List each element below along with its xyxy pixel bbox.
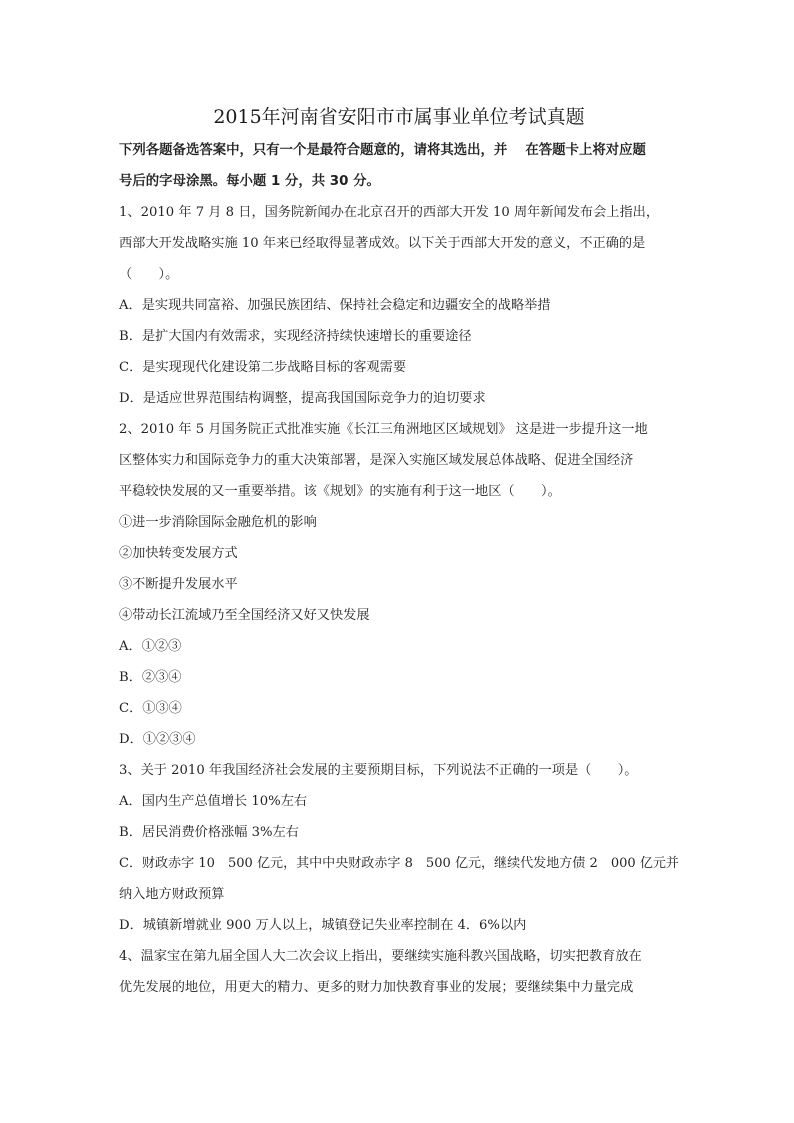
question-4-line-1: 4、温家宝在第九届全国人大二次会议上指出，要继续实施科教兴国战略，切实把教育放在 — [119, 949, 642, 964]
question-3-option-c-line-2: 纳入地方财政预算 — [119, 887, 225, 902]
question-2-option-c: C．①③④ — [119, 701, 182, 716]
question-2-option-a: A．①②③ — [119, 639, 182, 654]
document-content — [119, 99, 679, 1003]
question-1-option-b: B．是扩大国内有效需求，实现经济持续快速增长的重要途径 — [119, 329, 472, 344]
question-2-line-1: 2、2010 年 5 月国务院正式批准实施《长江三角洲地区区域规划》 这是进一步提升这一地 — [119, 422, 648, 437]
question-2-item-1: ①进一步消除国际金融危机的影响 — [119, 515, 317, 530]
instruction-line-2: 号后的字母涂黑。每小题 1 分，共 30 分。 — [119, 174, 380, 189]
question-3-option-b: B．居民消费价格涨幅 3%左右 — [119, 825, 299, 840]
question-3-option-c-line-1: C．财政赤字 10 500 亿元，其中中央财政赤字 8 500 亿元，继续代发地方债 2 000 亿元并 — [119, 856, 679, 871]
question-3-option-d: D．城镇新增就业 900 万人以上，城镇登记失业率控制在 4．6%以内 — [119, 918, 527, 933]
page-title: 2015年河南省安阳市市属事业单位考试真题 — [213, 106, 585, 128]
question-1-option-c: C．是实现现代化建设第二步战略目标的客观需要 — [119, 360, 407, 375]
question-1-option-d: D．是适应世界范围结构调整，提高我国国际竞争力的迫切要求 — [119, 391, 486, 406]
question-4-line-2: 优先发展的地位，用更大的精力、更多的财力加快教育事业的发展；要继续集中力量完成 — [119, 980, 634, 995]
question-2-item-2: ②加快转变发展方式 — [119, 546, 238, 561]
question-2-line-3: 平稳较快发展的又一重要举措。该《规划》的实施有利于这一地区（ ）。 — [119, 484, 561, 499]
question-1-line-1: 1、2010 年 7 月 8 日，国务院新闻办在北京召开的西部大开发 10 周年新闻发布会上指出， — [119, 205, 660, 220]
question-3-option-a: A．国内生产总值增长 10%左右 — [119, 794, 308, 809]
question-3-line-1: 3、关于 2010 年我国经济社会发展的主要预期目标，下列说法不正确的一项是（ ）。 — [119, 763, 638, 778]
question-2-item-4: ④带动长江流域乃至全国经济又好又快发展 — [119, 608, 370, 623]
question-2-option-d: D．①②③④ — [119, 732, 196, 747]
question-2-line-2: 区整体实力和国际竞争力的重大决策部署，是深入实施区域发展总体战略、促进全国经济 — [119, 453, 634, 468]
question-1-option-a: A．是实现共同富裕、加强民族团结、保持社会稳定和边疆安全的战略举措 — [119, 298, 551, 313]
question-1-line-2: 西部大开发战略实施 10 年来已经取得显著成效。以下关于西部大开发的意义，不正确的是 — [119, 236, 646, 251]
instruction-line-1: 下列各题备选答案中，只有一个是最符合题意的，请将其选出，并 在答题卡上将对应题 — [119, 143, 646, 158]
question-1-line-3: （ ）。 — [119, 267, 179, 282]
question-2-item-3: ③不断提升发展水平 — [119, 577, 238, 592]
question-2-option-b: B．②③④ — [119, 670, 182, 685]
